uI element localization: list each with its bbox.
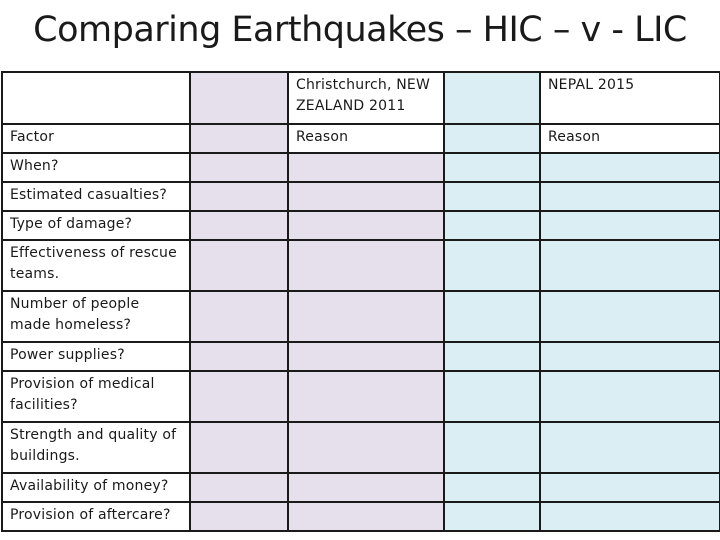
table-row (2, 502, 720, 531)
factor-cell: Provision of aftercare? (2, 502, 190, 531)
hic-answer-cell[interactable] (190, 291, 288, 342)
lic-reason-cell[interactable] (540, 422, 720, 473)
lic-answer-cell[interactable] (444, 422, 540, 473)
hic-title-cell: Christchurch, NEW ZEALAND 2011 (288, 72, 444, 124)
hic-reason-cell[interactable] (288, 211, 444, 240)
lic-blank-sub-cell (444, 124, 540, 153)
factor-cell: Provision of medical facilities? (2, 371, 190, 422)
table-row (2, 342, 720, 371)
lic-reason-cell[interactable] (540, 153, 720, 182)
table-row (2, 473, 720, 502)
hic-answer-cell[interactable] (190, 240, 288, 291)
lic-answer-cell[interactable] (444, 240, 540, 291)
factor-cell: Number of people made homeless? (2, 291, 190, 342)
lic-answer-cell[interactable] (444, 502, 540, 531)
lic-reason-cell[interactable] (540, 291, 720, 342)
factor-header-cell: Factor (2, 124, 190, 153)
lic-reason-cell[interactable] (540, 342, 720, 371)
hic-reason-cell[interactable] (288, 371, 444, 422)
lic-answer-cell[interactable] (444, 182, 540, 211)
table-row (2, 182, 720, 211)
table-row (2, 153, 720, 182)
comparison-table (1, 71, 720, 532)
hic-answer-cell[interactable] (190, 211, 288, 240)
lic-reason-header-cell: Reason (540, 124, 720, 153)
factor-cell: Strength and quality of buildings. (2, 422, 190, 473)
hic-reason-cell[interactable] (288, 153, 444, 182)
blank-header-cell (2, 72, 190, 124)
hic-answer-cell[interactable] (190, 182, 288, 211)
lic-answer-cell[interactable] (444, 291, 540, 342)
table-row (2, 422, 720, 473)
header-row-sub (2, 124, 720, 153)
lic-reason-cell[interactable] (540, 182, 720, 211)
table-row (2, 240, 720, 291)
lic-reason-cell[interactable] (540, 473, 720, 502)
factor-cell: When? (2, 153, 190, 182)
lic-answer-cell[interactable] (444, 371, 540, 422)
hic-reason-cell[interactable] (288, 342, 444, 371)
hic-blank-header-cell (190, 72, 288, 124)
lic-answer-cell[interactable] (444, 153, 540, 182)
hic-reason-cell[interactable] (288, 473, 444, 502)
factor-cell: Availability of money? (2, 473, 190, 502)
hic-reason-cell[interactable] (288, 502, 444, 531)
lic-reason-cell[interactable] (540, 211, 720, 240)
lic-reason-cell[interactable] (540, 371, 720, 422)
hic-reason-cell[interactable] (288, 240, 444, 291)
slide-title: Comparing Earthquakes – HIC – v - LIC (33, 10, 687, 50)
lic-reason-cell[interactable] (540, 502, 720, 531)
lic-answer-cell[interactable] (444, 211, 540, 240)
hic-reason-cell[interactable] (288, 291, 444, 342)
header-row-title (2, 72, 720, 124)
hic-blank-sub-cell (190, 124, 288, 153)
hic-answer-cell[interactable] (190, 422, 288, 473)
table-row (2, 291, 720, 342)
hic-answer-cell[interactable] (190, 153, 288, 182)
hic-answer-cell[interactable] (190, 502, 288, 531)
factor-cell: Effectiveness of rescue teams. (2, 240, 190, 291)
hic-answer-cell[interactable] (190, 371, 288, 422)
factor-cell: Estimated casualties? (2, 182, 190, 211)
hic-answer-cell[interactable] (190, 473, 288, 502)
hic-answer-cell[interactable] (190, 342, 288, 371)
hic-reason-cell[interactable] (288, 422, 444, 473)
factor-cell: Type of damage? (2, 211, 190, 240)
hic-reason-header-cell: Reason (288, 124, 444, 153)
table-row (2, 211, 720, 240)
lic-answer-cell[interactable] (444, 473, 540, 502)
lic-blank-header-cell (444, 72, 540, 124)
table-row (2, 371, 720, 422)
lic-title-cell: NEPAL 2015 (540, 72, 720, 124)
factor-cell: Power supplies? (2, 342, 190, 371)
lic-reason-cell[interactable] (540, 240, 720, 291)
hic-reason-cell[interactable] (288, 182, 444, 211)
lic-answer-cell[interactable] (444, 342, 540, 371)
